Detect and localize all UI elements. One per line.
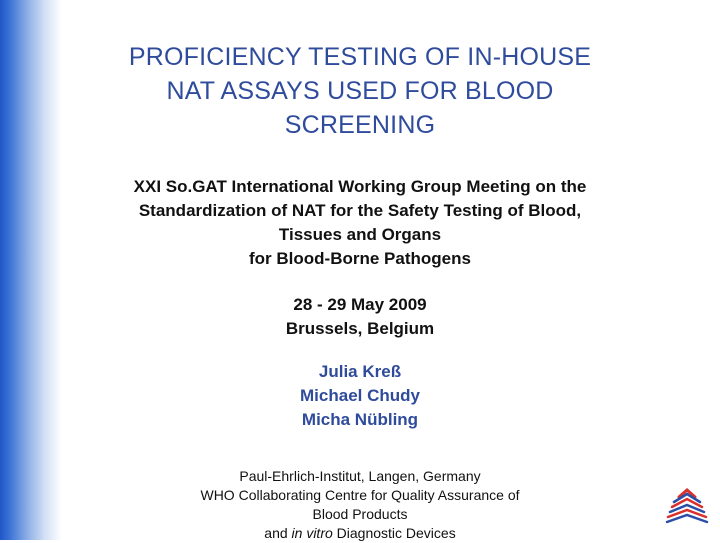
meeting-line-4: for Blood-Borne Pathogens xyxy=(249,249,471,268)
slide-title xyxy=(70,40,650,142)
meeting-line-3: Tissues and Organs xyxy=(278,225,442,244)
author-name: Micha Nübling xyxy=(301,410,419,429)
institute-info xyxy=(110,467,610,543)
institute-line-4 xyxy=(110,524,610,543)
title-line-3: SCREENING xyxy=(284,111,436,139)
meeting-line-2: Standardization of NAT for the Safety Testing of Blood, xyxy=(138,201,582,220)
decorative-side-band xyxy=(0,0,62,540)
institute-line-2: WHO Collaborating Centre for Quality Assurance of xyxy=(200,487,520,503)
event-location: Brussels, Belgium xyxy=(285,319,435,338)
meeting-line-1: XXI So.GAT International Working Group Meeting on the xyxy=(133,177,587,196)
author-name: Julia Kreß xyxy=(318,362,402,381)
institute-logo-icon xyxy=(665,488,709,524)
author-name: Michael Chudy xyxy=(300,386,420,405)
author-list xyxy=(160,360,560,432)
title-line-1: PROFICIENCY TESTING OF IN-HOUSE xyxy=(128,43,592,71)
institute-line-4-post: Diagnostic Devices xyxy=(332,525,456,541)
institute-line-4-pre: and xyxy=(264,525,292,541)
meeting-description xyxy=(60,175,660,271)
institute-line-1: Paul-Ehrlich-Institut, Langen, Germany xyxy=(239,468,481,484)
institute-line-3: Blood Products xyxy=(312,506,408,522)
title-line-2: NAT ASSAYS USED FOR BLOOD xyxy=(166,77,554,105)
institute-line-4-italic: in vitro xyxy=(291,525,333,541)
event-date: 28 - 29 May 2009 xyxy=(293,295,427,314)
event-info xyxy=(160,293,560,341)
